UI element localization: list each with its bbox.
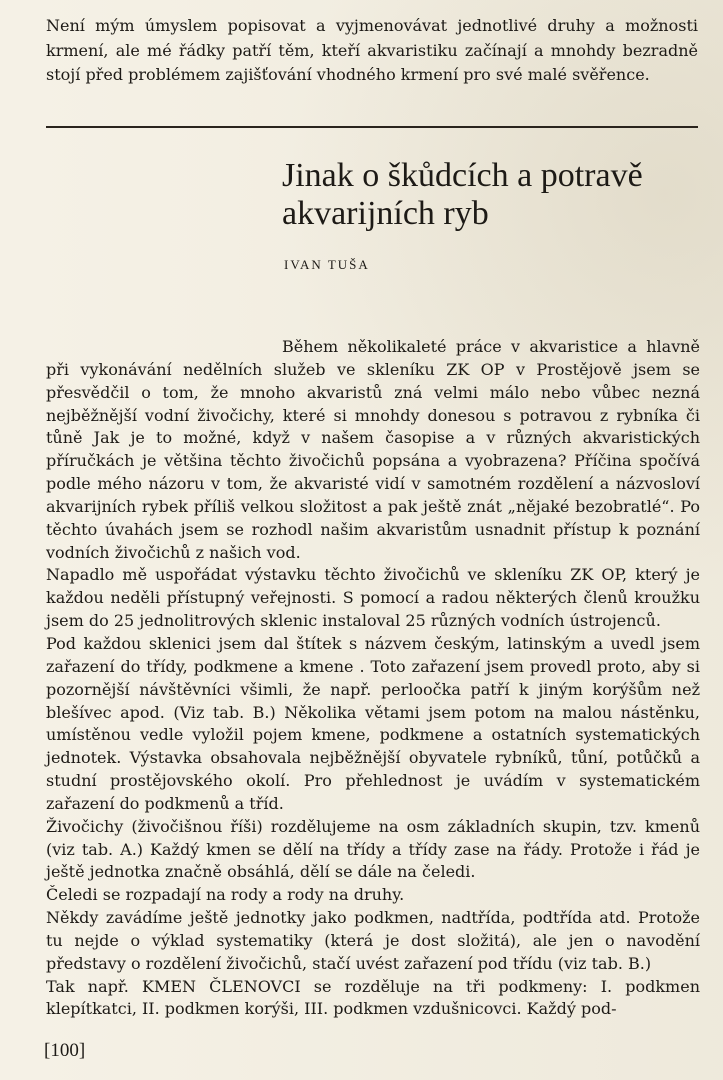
section-divider — [46, 126, 698, 128]
intro-paragraph-block — [46, 14, 698, 88]
page-number: [100] — [44, 1040, 86, 1061]
body-paragraph: Tak např. KMEN ČLENOVCI se rozděluje na tři podkmeny: I. podkmen klepítkatci, II. podkmen korýši, III. podkmen vzdušnicovci. Každý pod- — [46, 976, 700, 1019]
article-body — [46, 336, 700, 1021]
body-paragraph: Čeledi se rozpadají na rody a rody na druhy. — [46, 885, 405, 905]
body-paragraph: Pod každou sklenici jsem dal štítek s názvem českým, latinským a uvedl jsem zařazení do třídy, podkmene a kmene . Toto zařazení jsem provedl proto, aby si pozornější návštěvníci všimli, že např. perloočka patří k jiným korýšům než blešívec apod. (Viz tab. B.) Několika větami jsem potom na malou nástěnku, umístěnou vedle vyložil pojem kmene, podkmene a ostatních systematických jednotek. Výstavka obsahovala nejběžnější obyvatele rybníků, tůní, potůčků a studní prostějovského okolí. Pro přehlednost je uvádím v systematickém zařazení do podkmenů a tříd. — [46, 633, 700, 813]
body-paragraph: Napadlo mě uspořádat výstavku těchto živočichů ve skleníku ZK OP, který je každou neděli přístupný veřejnosti. S pomocí a radou některých členů kroužku jsem do 25 jednolitrových sklenic instaloval 25 různých vodních ústrojenců. — [46, 565, 700, 631]
body-paragraph: Někdy zavádíme ještě jednotky jako podkmen, nadtřída, podtřída atd. Protože tu nejde o výklad systematiky (která je dost složitá), ale jen o navodění představy o rozdělení živočichů, stačí uvést zařazení pod třídu (viz tab. B.) — [46, 908, 700, 973]
intro-paragraph: Není mým úmyslem popisovat a vyjmenovávat jednotlivé druhy a možnosti krmení, ale mé řádky patří těm, kteří akvaristiku začínají a mnohdy bezradně stojí před problémem zajišťování vhodného krmení pro své malé svěřence. — [46, 16, 698, 84]
article-title: Jinak o škůdcích a potravě akvarijních ryb — [282, 157, 643, 232]
article-author: IVAN TUŠA — [284, 257, 370, 272]
body-paragraph: Živočichy (živočišnou říši) rozdělujeme na osm základních skupin, tzv. kmenů (viz tab. A.) Každý kmen se dělí na třídy a třídy zase na řády. Protože i řád je ještě jednotka značně obsáhlá, dělí se dále na čeledi. — [46, 816, 700, 882]
body-paragraph: Během několikaleté práce v akvaristice a hlavně při vykonávání nedělních služeb ve skleníku ZK OP v Prostějově jsem se přesvědčil o tom, že mnoho akvaristů zná velmi málo nebo vůbec nezná nejběžnější vodní živočichy, které si mnohdy donesou s potravou z rybníka či tůně Jak je to možné, když v našem časopise a v různých akvaristických příručkách je většina těchto živočichů popsána a vyobrazena? Příčina spočívá podle mého názoru v tom, že akvaristé vidí v samotném rozdělení a názvosloví akvarijních rybek příliš velkou složitost a pak ještě znát „nějaké bezobratlé“. Po těchto úvahách jsem se rozhodl našim akvaristům usnadnit přístup k poznání vodních živočichů z našich vod. — [46, 337, 700, 562]
